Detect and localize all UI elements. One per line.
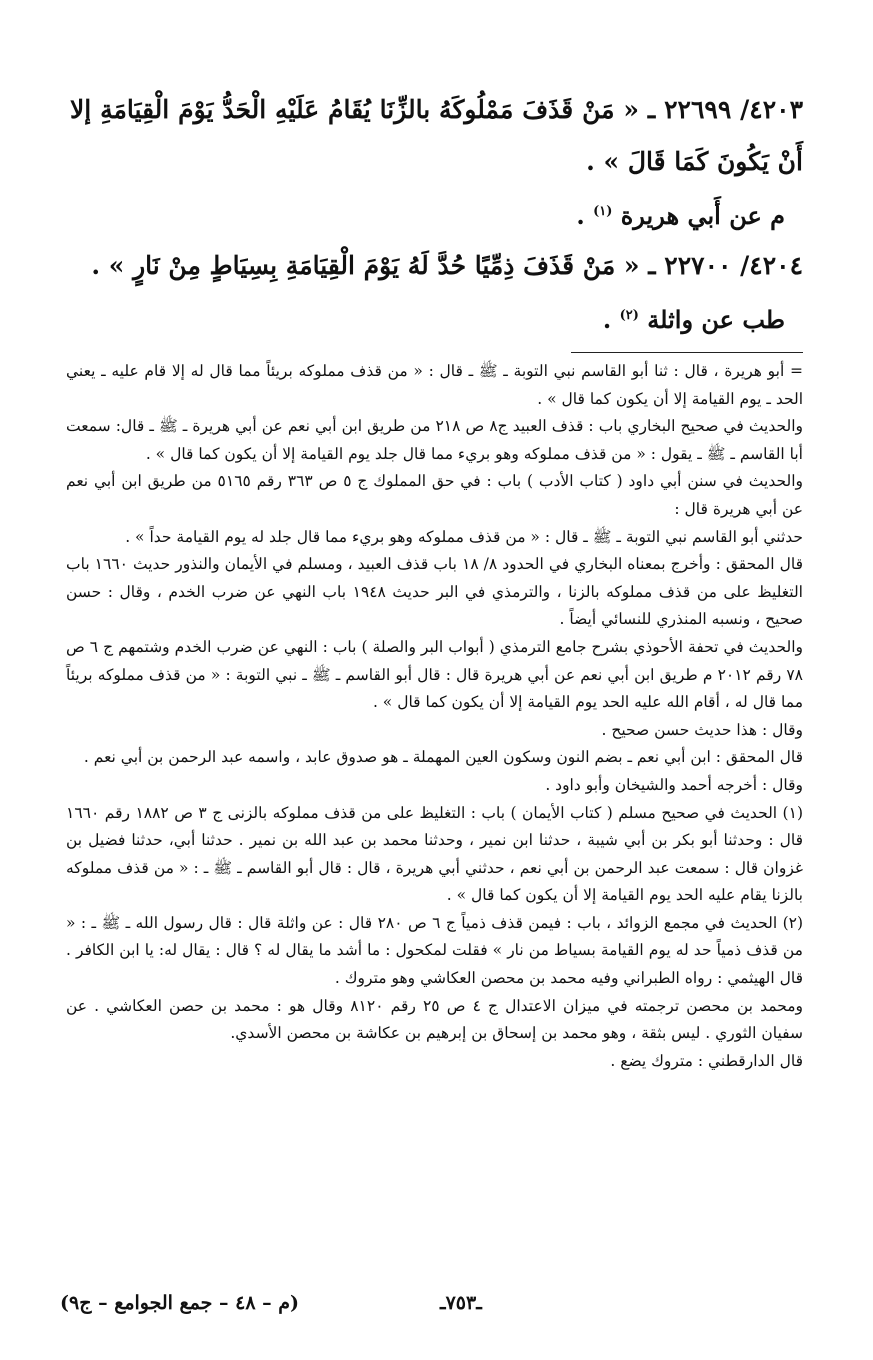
source-4204-text: طب عن واثلة	[647, 305, 785, 334]
footnote-1: (١) الحديث في صحيح مسلم ( كتاب الأيمان ) باب : التغليظ على من قذف مملوكه بالزنى ج ٣ ص ١٨٨٢ رقم ١٦٦٠ قال : وحدثنا أبو بكر بن أبي شيبة ، حدثنا ابن نمير ، وحدثنا محمد بن عبد الله بن نمير . حدثنا أبي، حدثنا فضيل بن غزوان قال : سمعت عبد الرحمن بن أبي نعم ، حدثني أبي هريرة ، قال : قال أبو القاسم ـ ﷺ ـ : « من قذف مملوكه بالزنا يقام عليه الحد يوم القيامة إلا أن يكون كما قال » .	[66, 803, 803, 905]
page-footer	[60, 1292, 803, 1326]
source-4203: م عن أَبي هريرة $^{(١)}$ .	[576, 201, 785, 230]
main-text	[70, 84, 803, 344]
footnote-2: (٢) الحديث في مجمع الزوائد ، باب : فيمن قذف ذمياً ج ٦ ص ٢٨٠ قال : عن واثلة قال : قال رسول الله ـ ﷺ ـ : « من قذف ذمياً حد له يوم القيامة بسياط من نار » فقلت لمكحول : ما أشد ما يقال له ؟ قال : يقال له: يا ابن الكافر . قال الهيثمي : رواه الطبراني وفيه محمد بن محصن العكاشي وهو متروك .	[66, 913, 804, 988]
note-line: حدثني أبو القاسم نبي التوبة ـ ﷺ ـ قال : « من قذف مملوكه وهو بريء مما قال جلد له يوم القيامة حداً » .	[125, 527, 803, 546]
hadith-4204: ٤٢٠٤/ ٢٢٧٠٠ ـ « مَنْ قَذَفَ ذِمِّيًا حُدَّ لَهُ يَوْمَ الْقِيَامَةِ بِسِيَاطٍ مِنْ نَارٍ » .	[91, 251, 803, 280]
footnote-ref-1[interactable]: (١)	[593, 204, 613, 219]
note-line: والحديث في تحفة الأحوذي بشرح جامع الترمذي ( أبواب البر والصلة ) باب : النهي عن ضرب الخدم وشتمهم ج ٦ ص ٧٨ رقم ٢٠١٢ م طريق ابن أبي نعم عن أبي هريرة قال : قال أبو القاسم ـ ﷺ ـ نبي التوبة : « من قذف مملوكه بريئاً مما قال له ، أقام الله عليه الحد يوم القيامة إلا أن يكون كما قال » .	[66, 637, 803, 712]
source-4203-text: م عن أَبي هريرة	[620, 201, 785, 230]
page-number: ـ٧٥٣ـ	[440, 1292, 482, 1314]
source-4204: طب عن واثلة $^{(٢)}$ .	[602, 305, 785, 334]
volume-label: (م – ٤٨ – جمع الجوامع – ج٩)	[60, 1292, 300, 1314]
note-line: والحديث في صحيح البخاري باب : قذف العبيد ج٨ ص ٢١٨ من طريق ابن أبي نعم عن أبي هريرة ـ ﷺ ـ قال: سمعت أبا القاسم ـ ﷺ ـ يقول : « من قذف مملوكه وهو بريء مما قال جلد يوم القيامة إلا أن يكون كما قال » .	[66, 417, 804, 463]
note-line: ومحمد بن محصن ترجمته في ميزان الاعتدال ج ٤ ص ٢٥ رقم ٨١٢٠ وقال هو : محمد بن حصن العكاشي . عن سفيان الثوري . ليس بثقة ، وهو محمد بن إسحاق بن إبرهيم بن عكاشة بن محصن الأسدي.	[66, 996, 803, 1043]
note-line: قال المحقق : ابن أبي نعم ـ بضم النون وسكون العين المهملة ـ هو صدوق عابد ، واسمه عبد الرحمن بن أبي نعم .	[83, 748, 803, 767]
note-line: وقال : أخرجه أحمد والشيخان وأبو داود .	[545, 775, 803, 794]
hadith-4203: ٤٢٠٣/ ٢٢٦٩٩ ـ « مَنْ قَذَفَ مَمْلُوكَهُ بالزِّنَا يُقَامُ عَلَيْهِ الْحَدُّ يَوْمَ الْقِيَامَةِ إلا أَنْ يَكُونَ كَمَا قَالَ » .	[70, 95, 803, 176]
footnote-ref-2[interactable]: (٢)	[619, 308, 639, 323]
footnotes	[66, 358, 803, 1075]
footnote-separator	[571, 352, 803, 353]
note-line: والحديث في سنن أبي داود ( كتاب الأدب ) باب : في حق المملوك ج ٥ ص ٣٦٣ رقم ٥١٦٥ من طريق ابن أبي نعم عن أبي هريرة قال :	[66, 472, 804, 518]
note-line: = أبو هريرة ، قال : ثنا أبو القاسم نبي التوبة ـ ﷺ ـ قال : « من قذف مملوكه بريئاً مما قال له إلا قام عليه ـ يعني الحد ـ يوم القيامة إلا أن يكون كما قال » .	[66, 362, 803, 408]
note-line: قال الدارقطني : متروك يضع .	[610, 1051, 803, 1070]
note-line: قال المحقق : وأخرج بمعناه البخاري في الحدود ٨/ ١٨ باب قذف العبيد ، ومسلم في الأيمان والنذور حديث ١٦٦٠ باب التغليظ على من قذف مملوكه بالزنا ، والترمذي في البر حديث ١٩٤٨ باب النهي عن ضرب الخدم ، وقال : حسن صحيح ، ونسبه المنذري للنسائي أيضاً .	[66, 555, 804, 629]
note-line: وقال : هذا حديث حسن صحيح .	[601, 720, 803, 739]
